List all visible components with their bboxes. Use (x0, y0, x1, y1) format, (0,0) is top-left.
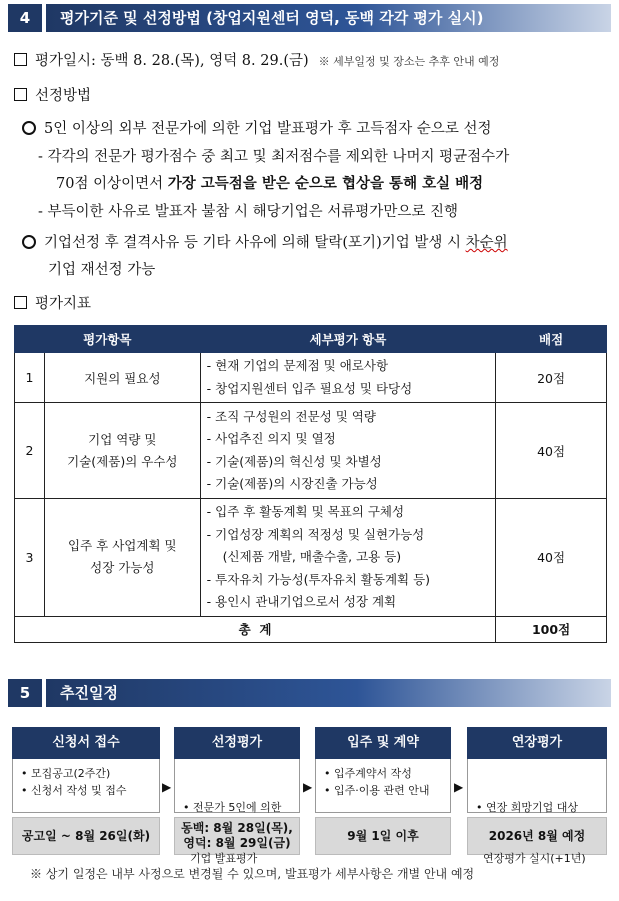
arrow-right-icon: ▶ (454, 780, 464, 794)
section-5-header (8, 679, 611, 707)
detail-line: - 용인시 관내기업으로서 성장 계획 (206, 594, 397, 609)
row-item-line: 기업 역량 및 (88, 431, 157, 447)
step-date-text: 공고일 ~ 8월 26일(화) (21, 828, 151, 843)
detail-line: - 기술(제품)의 시장진출 가능성 (206, 476, 378, 491)
row-details (200, 403, 495, 499)
circle-bullet-icon (22, 235, 36, 249)
method-dash-2: - 부득이한 사유로 발표자 불참 시 해당기업은 서류평가만으로 진행 (38, 204, 458, 220)
schedule-step-1 (12, 727, 160, 855)
section-5-number: 5 (8, 679, 42, 707)
eval-date-line (14, 49, 499, 70)
table-header-row (15, 326, 607, 353)
section-4-title: 평가기준 및 선정방법 (창업지원센터 영덕, 동백 각각 평가 실시) (46, 4, 611, 32)
step-body (315, 759, 451, 813)
table-row (15, 499, 607, 617)
detail-line: - 입주 후 활동계획 및 목표의 구체성 (206, 504, 405, 519)
detail-line: (신제품 개발, 매출수출, 고용 등) (222, 549, 402, 564)
method-label: 선정방법 (35, 88, 92, 104)
step-title: 신청서 접수 (12, 727, 160, 759)
row-item (44, 403, 200, 499)
table-row (15, 403, 607, 499)
row-item-line: 입주 후 사업계획 및 (68, 538, 177, 554)
section-4-number: 4 (8, 4, 42, 32)
step-line: • 모집공고(2주간) (21, 767, 111, 780)
row-item-line: 지원의 필요성 (84, 370, 161, 386)
method-dash-1b (56, 172, 483, 193)
row-number: 2 (15, 403, 45, 499)
detail-line: - 현재 기업의 문제점 및 애로사항 (206, 358, 389, 373)
step-date-text-2: 영덕: 8월 29일(금) (183, 836, 291, 850)
schedule-step-3 (315, 727, 451, 855)
row-item (44, 353, 200, 403)
eval-date-note: ※ 세부일정 및 장소는 추후 안내 예정 (318, 55, 500, 68)
schedule-footnote: ※ 상기 일정은 내부 사정으로 변경될 수 있으며, 발표평가 세부사항은 개별 안내 예정 (30, 867, 475, 881)
row-number: 3 (15, 499, 45, 617)
arrow-right-icon: ▶ (162, 780, 172, 794)
section-4-header (8, 4, 611, 32)
checkbox-square-icon (14, 53, 27, 66)
method-dash-1b-bold: 가장 고득점을 받은 순으로 협상을 통해 호실 배정 (167, 175, 484, 192)
detail-line: - 조직 구성원의 전문성 및 역량 (206, 408, 376, 424)
method-bullet-1-text: 5인 이상의 외부 전문가에 의한 기업 발표평가 후 고득점자 순으로 선정 (44, 121, 492, 137)
method-bullet-2-underlined: 차순위 (465, 235, 508, 251)
step-date (315, 817, 451, 855)
step-body (12, 759, 160, 813)
method-dash-1a: - 각각의 전문가 평가점수 중 최고 및 최저점수를 제외한 나머지 평균점수가 (38, 149, 510, 165)
detail-line: - 사업추진 의지 및 열정 (206, 431, 336, 446)
step-line: 기업 발표평가 (183, 852, 258, 865)
step-date (12, 817, 160, 855)
detail-line: - 창업지원센터 입주 필요성 및 타당성 (206, 380, 413, 396)
step-line: • 신청서 작성 및 접수 (21, 784, 127, 797)
method-bullet-2b: 기업 재선정 가능 (48, 262, 156, 278)
col-header-item: 평가항목 (15, 326, 201, 353)
row-number: 1 (15, 353, 45, 403)
step-line: • 입주계약서 작성 (324, 767, 412, 780)
row-details (200, 499, 495, 617)
table-total-row (15, 616, 607, 642)
evaluation-table (14, 325, 607, 643)
arrow-right-icon: ▶ (303, 780, 313, 794)
col-header-score: 배점 (496, 326, 607, 353)
row-item-line: 기술(제품)의 우수성 (67, 453, 178, 469)
step-line: • 연장 희망기업 대상 (476, 801, 578, 814)
row-item (44, 499, 200, 617)
schedule-step-2 (174, 727, 300, 865)
method-dash-1b-plain: 70점 이상이면서 (56, 176, 168, 192)
step-date-text: 동백: 8월 28일(목), (181, 821, 293, 835)
step-title: 입주 및 계약 (315, 727, 451, 759)
total-label: 총 계 (15, 616, 496, 642)
row-score: 40점 (496, 403, 607, 499)
step-date-text: 2026년 8월 예정 (488, 828, 586, 843)
eval-date-label: 평가일시: 동백 8. 28.(목), 영덕 8. 29.(금) (35, 53, 309, 69)
method-bullet-1 (22, 117, 492, 138)
checkbox-square-icon (14, 88, 27, 101)
col-header-detail: 세부평가 항목 (200, 326, 495, 353)
circle-bullet-icon (22, 121, 36, 135)
step-title: 선정평가 (174, 727, 300, 759)
method-bullet-2-text: 기업선정 후 결격사유 등 기타 사유에 의해 탈락(포기)기업 발생 시 (44, 235, 466, 251)
detail-line: - 기업성장 계획의 적정성 및 실현가능성 (206, 526, 425, 542)
checkbox-square-icon (14, 296, 27, 309)
index-label: 평가지표 (35, 296, 92, 312)
method-bullet-2 (22, 231, 508, 252)
detail-line: - 기술(제품)의 혁신성 및 차별성 (206, 453, 382, 469)
row-item-line: 성장 가능성 (90, 560, 155, 576)
total-score: 100점 (496, 616, 607, 642)
step-date-text: 9월 1일 이후 (347, 828, 419, 843)
detail-line: - 투자유치 가능성(투자유치 활동계획 등) (206, 571, 431, 587)
step-line: 연장평가 실시(+1년) (476, 852, 586, 865)
schedule-step-4 (467, 727, 607, 865)
row-details (200, 353, 495, 403)
table-row (15, 353, 607, 403)
step-line: • 입주·이용 관련 안내 (324, 784, 430, 797)
section-5-title: 추진일정 (46, 679, 611, 707)
row-score: 40점 (496, 499, 607, 617)
step-date (174, 817, 300, 855)
step-line: • 전문가 5인에 의한 (183, 801, 282, 814)
index-heading (14, 292, 91, 313)
method-heading (14, 84, 91, 105)
row-score: 20점 (496, 353, 607, 403)
step-title: 연장평가 (467, 727, 607, 759)
